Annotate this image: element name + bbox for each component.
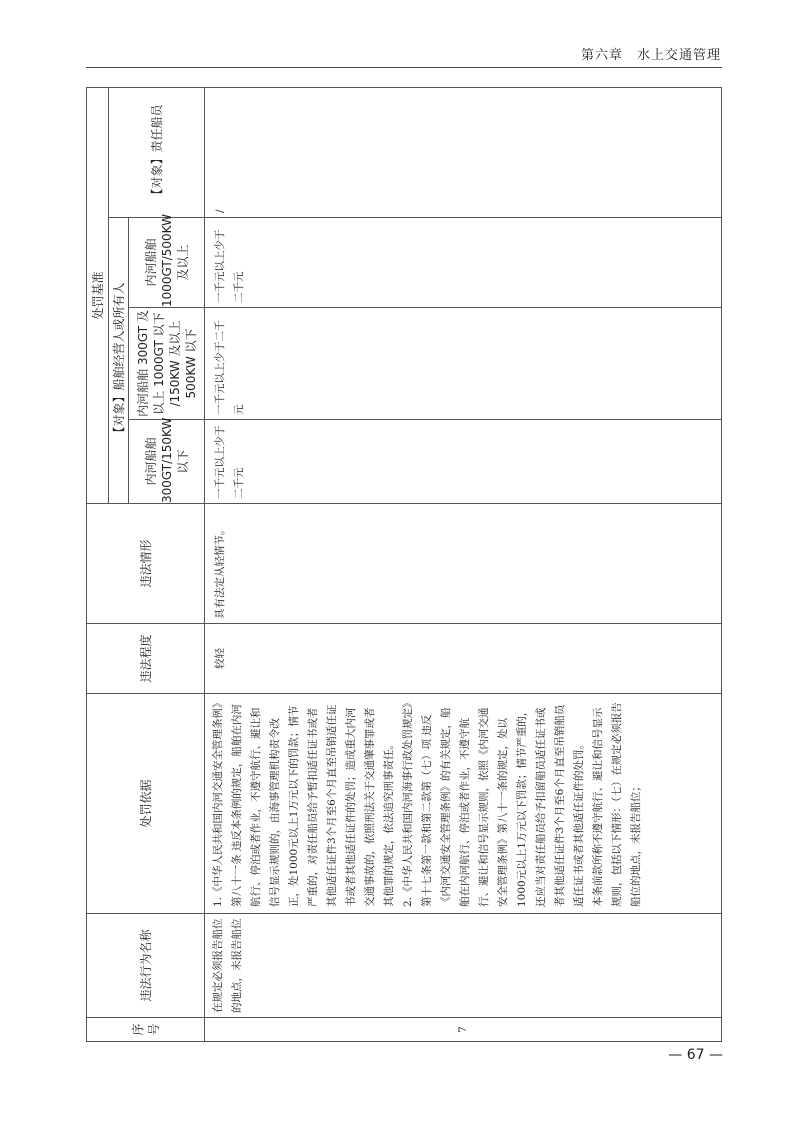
row-fine-large: 一千元以上少于二千元 [205, 218, 722, 308]
chapter-header: 第六章 水上交通管理 [580, 48, 721, 63]
row-seq: 7 [205, 1018, 722, 1042]
col-violation-circumstance: 违法情形 [87, 504, 205, 624]
row-fine-mid: 一千元以上少于二千元 [205, 308, 722, 420]
penalty-basis-para-1: 1.《中华人民共和国内河交通安全管理条例》第八十一条 违反本条例的规定，船舶在内河航行、停泊或者作业，不遵守航行、避让和信号显示规则的，由海事管理机构责令改正，处1000元以上1万元以下的罚款；情节严重的，对责任船员给予暂扣适任证书或者其他适任证件3个月至6个月直至吊销适任证书或者其他适任证件的处罚；造成重大内河交通事故的，依照刑法关于交通肇事罪或者其他罪的规定，依法追究刑事责任。 [212, 702, 395, 907]
col-violation-degree: 违法程度 [87, 624, 205, 694]
row-violation-circumstance: 具有法定从轻情节。 [205, 504, 722, 624]
rotated-table-container [86, 88, 722, 1042]
row-crew-penalty: / [205, 87, 722, 217]
col-tonnage-mid: 内河船舶 300GT 及以上 1000GT 以下 /150KW 及以上 500KW 以下 [129, 308, 205, 420]
col-seq: 序号 [87, 1018, 205, 1042]
row-fine-small: 一千元以上少于二千元 [205, 420, 722, 504]
col-target-owner: 【对象】船舶经营人或所有人 [109, 218, 129, 504]
row-penalty-basis [205, 694, 722, 914]
col-penalty-basis: 处罚依据 [87, 694, 205, 914]
col-violation-name: 违法行为名称 [87, 914, 205, 1018]
row-violation-degree: 较轻 [205, 624, 722, 694]
penalty-basis-para-3: 本条前款所称不遵守航行、避让和信号显示规则，包括以下情形：（七）在规定必须报告船位的地点，未报告船位； [592, 702, 642, 907]
col-tonnage-small: 内河船舶 300GT/150KW 以下 [129, 420, 205, 504]
col-tonnage-large: 内河船舶 1000GT/500KW 及以上 [129, 218, 205, 308]
header-rule [86, 67, 722, 68]
page-number: — 67 — [668, 1047, 723, 1063]
penalty-basis-para-2: 2.《中华人民共和国内河海事行政处罚规定》第十七条第一款和第二款第（七）项 违反《内河交通安全管理条例》的有关规定，船舶在内河航行、停泊或者作业，不遵守航行、避让和信号显示规则，依照《内河交通安全管理条例》第八十一条的规定，处以1000元以上1万元以下罚款；情节严重的，还应当对责任船员给予扣留船员适任证书或者其他适任证件3个月至6个月直至吊销船员适任证书或者其他适任证件的处罚。 [402, 702, 585, 907]
col-penalty-standard: 处罚基准 [87, 87, 109, 503]
col-target-crew: 【对象】责任船员 [109, 87, 205, 217]
penalty-table [86, 87, 722, 1042]
row-violation-name: 在规定必须报告船位的地点，未报告船位 [205, 914, 722, 1018]
